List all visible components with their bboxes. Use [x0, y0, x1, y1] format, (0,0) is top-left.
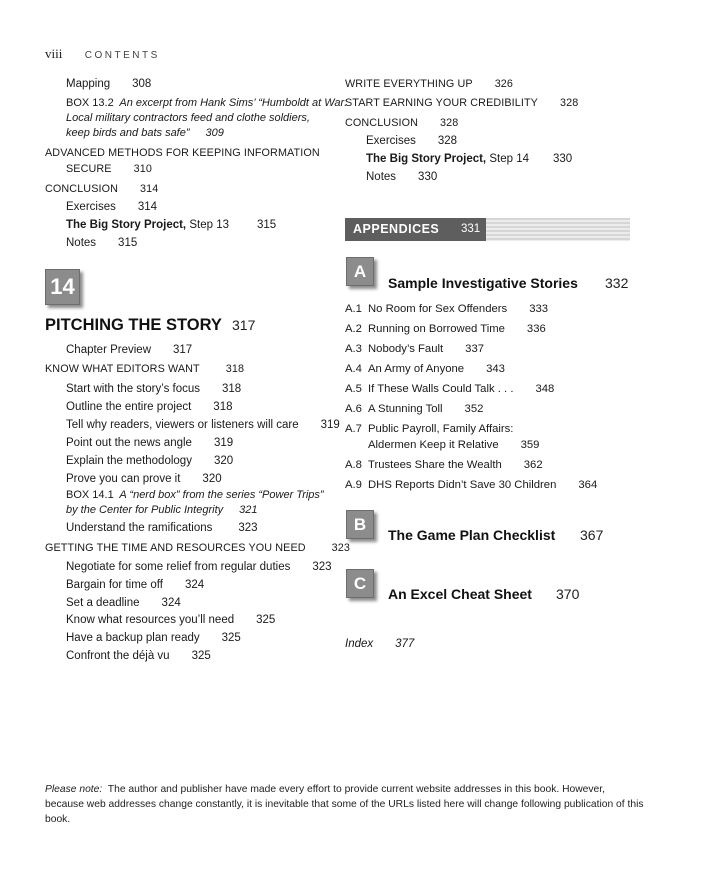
appendix-c-title: An Excel Cheat Sheet — [388, 586, 532, 602]
running-head — [45, 45, 160, 63]
entry-page: 314 — [137, 201, 158, 213]
toc-box-13-2 — [66, 96, 347, 141]
story-item: A.8 Trustees Share the Wealth 362 — [345, 459, 543, 471]
appendix-b-badge: B — [346, 510, 374, 539]
box-line: keep birds and bats safe” — [66, 127, 190, 139]
toc-entry-big-story-13 — [66, 218, 276, 232]
entry-page: 323 — [238, 522, 258, 534]
entry-label: Mapping — [66, 78, 111, 90]
entry-label: SECURE — [66, 163, 112, 175]
toc-box-14-1 — [66, 488, 324, 518]
footnote-prefix: Please note: — [45, 784, 103, 795]
story-list — [345, 302, 597, 498]
list-item: Negotiate for some relief from regular duties 323 — [66, 561, 332, 573]
box-label: BOX 13.2 — [66, 97, 114, 109]
story-item: A.9 DHS Reports Didn’t Save 30 Children 364 — [345, 479, 598, 491]
appendices-page: 331 — [461, 223, 481, 235]
footnote — [45, 782, 645, 827]
toc-entry-credibility — [345, 96, 578, 110]
list-item: Confront the déjà vu 325 — [66, 649, 211, 662]
toc-entry-exercises — [66, 200, 157, 214]
entry-page: 317 — [173, 344, 193, 356]
entry-page: 330 — [553, 153, 573, 165]
box-label: BOX 14.1 — [66, 489, 114, 501]
entry-label: START EARNING YOUR CREDIBILITY — [345, 97, 538, 109]
appendices-label: APPENDICES — [353, 222, 440, 236]
story-item: A.5 If These Walls Could Talk . . . 348 — [345, 383, 555, 395]
entry-label: CONCLUSION — [345, 117, 418, 129]
chapter-title: PITCHING THE STORY — [45, 316, 222, 334]
box-line: An excerpt from Hank Sims’ “Humboldt at War: — [119, 97, 348, 109]
entry-page: 377 — [395, 638, 415, 650]
entry-page: 326 — [494, 78, 514, 90]
entry-label: CONCLUSION — [45, 183, 118, 195]
appendix-c-badge: C — [346, 569, 374, 598]
appendices-bar-stripes — [486, 218, 630, 241]
toc-entry-big-story-14 — [366, 152, 572, 166]
toc-entry-index — [345, 637, 414, 651]
story-item: A.3 Nobody’s Fault 337 — [345, 343, 485, 355]
toc-list-editors — [66, 380, 340, 488]
story-item: A.7 Public Payroll, Family Affairs: Aldermen Keep it Relative 359 — [345, 423, 540, 451]
box-line: by the Center for Public Integrity — [66, 504, 224, 516]
entry-label: Understand the ramifications — [66, 522, 213, 534]
list-item: Know what resources you’ll need 325 — [66, 614, 276, 627]
box-line: Local military contractors feed and clothe soldiers, — [66, 112, 310, 124]
toc-entry-conclusion-2 — [345, 116, 458, 130]
toc-entry-know-what-editors-want — [45, 362, 244, 376]
appendix-b-title: The Game Plan Checklist — [388, 527, 556, 543]
toc-entry-write-everything — [345, 77, 513, 91]
toc-entry-conclusion — [45, 182, 158, 196]
entry-page: 315 — [118, 237, 138, 249]
footnote-text: The author and publisher have made every effort to provide current website addresses in this book. However, because web addresses change constantly, it is inevitable that some of the URLs listed here will change following publication of this book. — [45, 784, 644, 825]
entry-label: Chapter Preview — [66, 344, 152, 356]
appendices-bar — [345, 218, 630, 241]
entry-page: 321 — [239, 504, 258, 516]
entry-label: The Big Story Project, — [66, 219, 187, 231]
entry-page: 328 — [440, 117, 459, 129]
toc-list-resources — [66, 559, 332, 666]
list-item: Start with the story’s focus 318 — [66, 383, 242, 395]
story-item: A.2 Running on Borrowed Time 336 — [345, 323, 546, 335]
entry-page: 318 — [225, 363, 245, 375]
entry-label: Index — [345, 638, 374, 650]
list-item: Set a deadline 324 — [66, 596, 181, 609]
entry-page: 310 — [133, 163, 152, 175]
entry-label: The Big Story Project, — [366, 153, 487, 165]
box-line: A “nerd box” from the series “Power Trips” — [119, 489, 324, 501]
entry-label: Exercises — [366, 135, 416, 147]
running-head-title: CONTENTS — [84, 50, 160, 61]
entry-label: KNOW WHAT EDITORS WANT — [45, 363, 200, 375]
entry-step: Step 13 — [189, 219, 229, 231]
list-item: Tell why readers, viewers or listeners will care 319 — [66, 419, 340, 431]
entry-label: Exercises — [66, 201, 116, 213]
entry-page: 328 — [559, 97, 579, 109]
entry-label: Notes — [66, 237, 97, 249]
story-item: A.1 No Room for Sex Offenders 333 — [345, 303, 549, 315]
list-item: Outline the entire project 318 — [66, 401, 233, 413]
entry-step: Step 14 — [489, 153, 529, 165]
entry-page: 315 — [257, 219, 277, 231]
chapter-page: 317 — [232, 317, 256, 333]
entry-page: 323 — [331, 542, 350, 554]
entry-page: 314 — [140, 183, 159, 195]
appendix-b-page: 367 — [580, 527, 604, 543]
list-item: Have a backup plan ready 325 — [66, 632, 241, 645]
toc-entry-exercises-2 — [366, 134, 457, 148]
entry-label: GETTING THE TIME AND RESOURCES YOU NEED — [45, 542, 306, 554]
entry-label: Notes — [366, 171, 397, 183]
toc-entry-understand — [66, 521, 258, 535]
toc-entry-chapter-preview — [66, 343, 192, 357]
entry-label: WRITE EVERYTHING UP — [345, 78, 473, 90]
appendix-a-title: Sample Investigative Stories — [388, 275, 578, 291]
toc-entry-mapping — [66, 77, 151, 91]
list-item: Point out the news angle 319 — [66, 437, 234, 449]
toc-entry-notes — [66, 236, 137, 250]
chapter-number-badge: 14 — [45, 269, 80, 305]
story-item: A.4 An Army of Anyone 343 — [345, 363, 505, 375]
appendix-c-page: 370 — [556, 586, 580, 602]
list-item: Prove you can prove it 320 — [66, 473, 222, 485]
entry-label: ADVANCED METHODS FOR KEEPING INFORMATION — [45, 147, 320, 159]
entry-page: 308 — [132, 78, 152, 90]
entry-page: 309 — [205, 127, 224, 139]
appendix-a-page: 332 — [605, 275, 629, 291]
list-item: Bargain for time off 324 — [66, 578, 205, 591]
toc-entry-getting-time — [45, 541, 350, 555]
toc-entry-advanced-methods — [45, 146, 320, 176]
toc-entry-notes-2 — [366, 170, 437, 184]
entry-page: 330 — [418, 171, 438, 183]
appendix-a-badge: A — [346, 257, 374, 286]
list-item: Explain the methodology 320 — [66, 455, 234, 467]
page-number: viii — [45, 46, 63, 61]
story-item: A.6 A Stunning Toll 352 — [345, 403, 484, 415]
entry-page: 328 — [437, 135, 458, 147]
